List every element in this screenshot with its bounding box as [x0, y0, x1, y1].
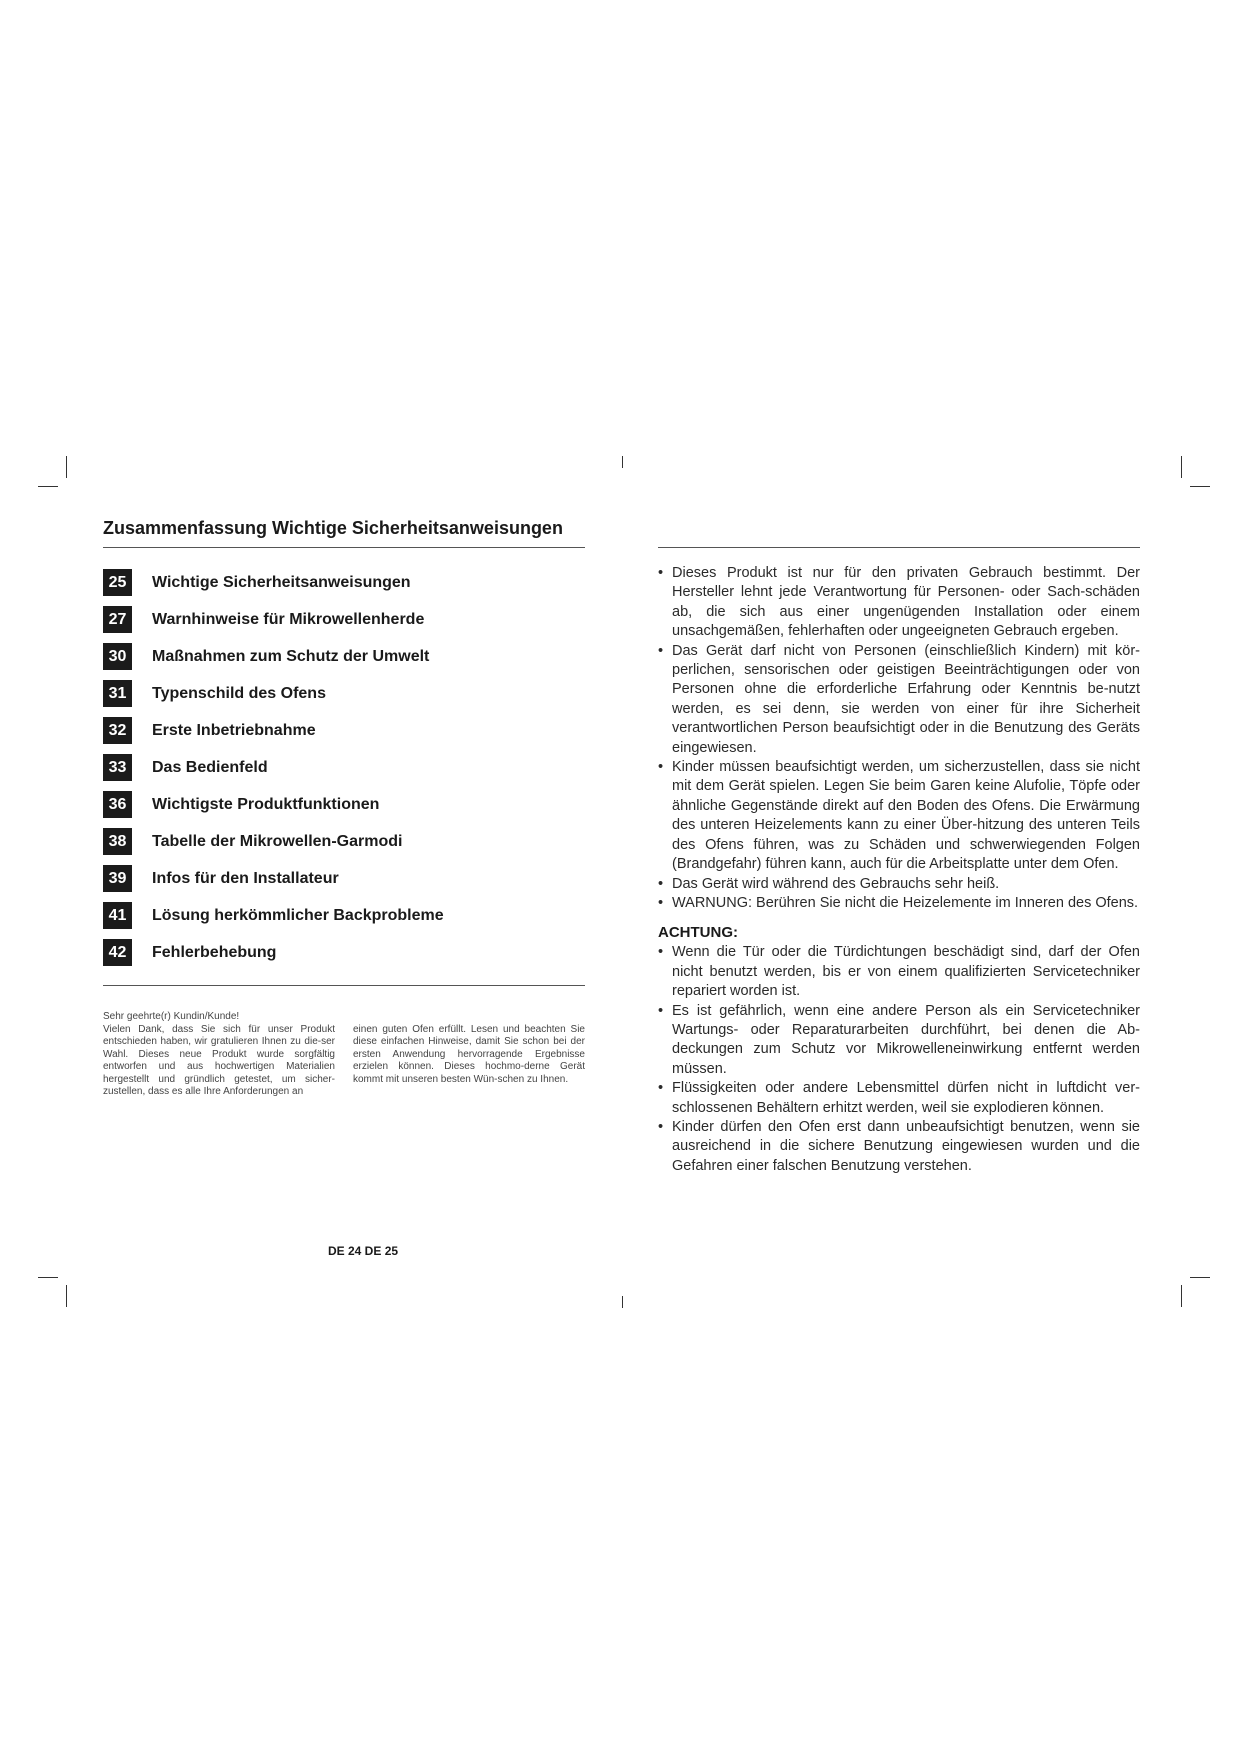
crop-mark	[38, 486, 58, 487]
toc-label: Wichtigste Produktfunktionen	[152, 795, 380, 813]
toc-page-number: 32	[103, 717, 132, 744]
crop-mark	[622, 456, 623, 468]
toc-item[interactable]	[103, 716, 585, 745]
achtung-item: • Kinder dürfen den Ofen erst dann unbeaufsichtigt benutzen, wenn sie ausreichend in die sichere Benutzung eingewiesen wurden und die Gefahren einer falschen Benutzung verstehen.	[658, 1118, 1140, 1176]
safety-item: • Das Gerät wird während des Gebrauchs sehr heiß.	[658, 875, 1140, 894]
safety-item: • Das Gerät darf nicht von Personen (einschließlich Kindern) mit kör-perlichen, sensorischen oder geistigen Beeinträchtigungen oder von Personen ohne die erforderliche Erfahrung oder Kenntnis be-nutzt werden, es sei denn, sie werden von einer für ihre Sicherheit verantwortlichen Person beaufsichtigt oder in die Benutzung des Geräts eingewiesen.	[658, 642, 1140, 758]
toc-page-number: 42	[103, 939, 132, 966]
greeting: Sehr geehrte(r) Kundin/Kunde!	[103, 1011, 240, 1022]
toc-page-number: 36	[103, 791, 132, 818]
safety-item: • WARNUNG: Berühren Sie nicht die Heizelemente im Inneren des Ofens.	[658, 894, 1140, 913]
toc-label: Erste Inbetriebnahme	[152, 721, 316, 739]
achtung-item: • Wenn die Tür oder die Türdichtungen beschädigt sind, darf der Ofen nicht benutzt werden, bis er von einem qualifizierten Servicetechniker repariert worden ist.	[658, 943, 1140, 1001]
safety-item: • Dieses Produkt ist nur für den privaten Gebrauch bestimmt. Der Hersteller lehnt jede Verantwortung für Personen- oder Sach-schäden ab, die sich aus einer ungenügenden Installation oder einem unsachgemäßen, fehlerhaften oder ungeeigneten Gebrauch ergeben.	[658, 564, 1140, 642]
toc-label: Tabelle der Mikrowellen-Garmodi	[152, 832, 403, 850]
safety-item: • Kinder müssen beaufsichtigt werden, um sicherzustellen, dass sie nicht mit dem Gerät spielen. Legen Sie beim Garen keine Alufolie, Töpfe oder ähnliche Gegenstände direkt auf den Boden des Ofens. Die Erwärmung des unteren Heizelements kann zu einer Über-hitzung des unteren Teils des Ofens führen, was zu Schäden und schwerwiegenden Folgen (Brandgefahr) führen kann, auch für die Arbeitsplatte unter dem Ofen.	[658, 758, 1140, 874]
toc-page-number: 31	[103, 680, 132, 707]
divider	[103, 985, 585, 986]
toc-page-number: 41	[103, 902, 132, 929]
crop-mark	[66, 1285, 67, 1307]
toc-item[interactable]	[103, 901, 585, 930]
crop-mark	[1181, 1285, 1182, 1307]
toc-item[interactable]	[103, 753, 585, 782]
crop-mark	[1181, 456, 1182, 478]
toc-label: Typenschild des Ofens	[152, 684, 326, 702]
toc-item[interactable]	[103, 790, 585, 819]
crop-mark	[66, 456, 67, 478]
toc-list	[103, 568, 585, 967]
intro-text	[103, 1011, 585, 1099]
toc-label: Maßnahmen zum Schutz der Umwelt	[152, 647, 430, 665]
toc-page-number: 33	[103, 754, 132, 781]
toc-label: Das Bedienfeld	[152, 758, 268, 776]
page-folio: DE 24 DE 25	[328, 1244, 399, 1258]
toc-item[interactable]	[103, 568, 585, 597]
toc-label: Wichtige Sicherheitsanweisungen	[152, 573, 411, 591]
achtung-item: • Es ist gefährlich, wenn eine andere Person als ein Servicetechniker Wartungs- oder Reparaturarbeiten durchführt, bei denen die Ab-deckungen zum Schutz vor Mikrowelleneinwirkung entfernt werden müssen.	[658, 1002, 1140, 1080]
toc-item[interactable]	[103, 827, 585, 856]
toc-item[interactable]	[103, 605, 585, 634]
intro-column-1: Vielen Dank, dass Sie sich für unser Produkt entschieden haben, wir gratulieren Ihnen zu die-ser Wahl. Dieses neue Produkt wurde sorgfältig entworfen und aus hochwertigen Materialien hergestellt und gründlich getestet, um sicher-zustellen, dass es alle Ihre Anforderungen an	[103, 1023, 335, 1097]
achtung-heading: ACHTUNG:	[658, 924, 738, 942]
intro-column-2: einen guten Ofen erfüllt. Lesen und beachten Sie diese einfachen Hinweise, damit Sie schon bei der ersten Anwendung hervorragende Ergebnisse erzielen können. Dieses hochmo-derne Gerät kommt mit unseren besten Wün-schen zu Ihnen.	[353, 1023, 585, 1085]
toc-page-number: 39	[103, 865, 132, 892]
crop-mark	[622, 1296, 623, 1308]
toc-item[interactable]	[103, 642, 585, 671]
left-page	[103, 515, 585, 1097]
toc-page-number: 30	[103, 643, 132, 670]
achtung-item: • Flüssigkeiten oder andere Lebensmittel dürfen nicht in luftdicht ver-schlossenen Behältern erhitzt werden, weil sie explodieren können.	[658, 1079, 1140, 1118]
toc-page-number: 25	[103, 569, 132, 596]
divider	[658, 547, 1140, 548]
toc-label: Infos für den Installateur	[152, 869, 339, 887]
crop-mark	[38, 1277, 58, 1278]
toc-label: Fehlerbehebung	[152, 943, 277, 961]
safety-list	[658, 564, 1140, 913]
toc-page-number: 38	[103, 828, 132, 855]
toc-item[interactable]	[103, 679, 585, 708]
toc-label: Warnhinweise für Mikrowellenherde	[152, 610, 425, 628]
crop-mark	[1190, 486, 1210, 487]
toc-item[interactable]	[103, 864, 585, 893]
toc-label: Lösung herkömmlicher Backprobleme	[152, 906, 444, 924]
right-page	[658, 515, 1140, 1176]
toc-title: Zusammenfassung Wichtige Sicherheitsanweisungen	[103, 515, 585, 548]
crop-mark	[1190, 1277, 1210, 1278]
toc-item[interactable]	[103, 938, 585, 967]
achtung-list	[658, 943, 1140, 1176]
toc-page-number: 27	[103, 606, 132, 633]
